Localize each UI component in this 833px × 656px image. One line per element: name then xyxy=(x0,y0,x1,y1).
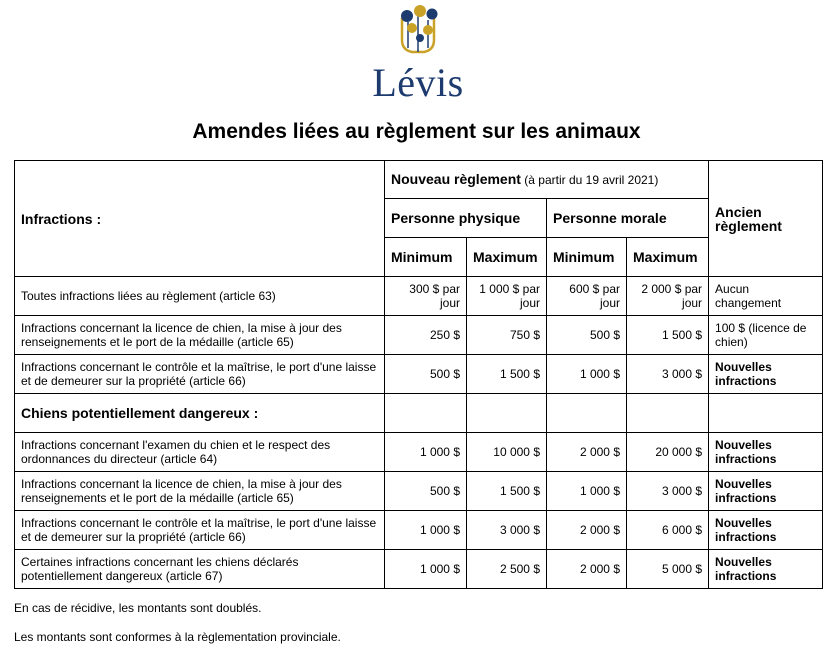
pm-max-cell: 3 000 $ xyxy=(627,472,709,511)
old-rule-cell: 100 $ (licence de chien) xyxy=(709,316,823,355)
pm-max-cell: 1 500 $ xyxy=(627,316,709,355)
pp-min-cell: 1 000 $ xyxy=(385,511,467,550)
header-new-rule-label: Nouveau règlement xyxy=(391,171,521,187)
header-moral-person: Personne morale xyxy=(547,199,709,238)
old-rule-cell: Nouvelles infractions xyxy=(709,433,823,472)
empty-cell xyxy=(547,394,627,433)
row-label: Infractions concernant la licence de chien, la mise à jour des renseignements et le port de la médaille (article 65) xyxy=(15,472,385,511)
pm-min-cell: 1 000 $ xyxy=(547,355,627,394)
pm-max-cell: 6 000 $ xyxy=(627,511,709,550)
old-rule-cell: Nouvelles infractions xyxy=(709,472,823,511)
note-provincial: Les montants sont conformes à la règlementation provinciale. xyxy=(14,630,341,644)
old-rule-cell: Nouvelles infractions xyxy=(709,550,823,589)
section-title: Chiens potentiellement dangereux : xyxy=(15,394,385,433)
row-label: Certaines infractions concernant les chiens déclarés potentiellement dangereux (article 67) xyxy=(15,550,385,589)
pp-min-cell: 300 $ par jour xyxy=(385,277,467,316)
section-row xyxy=(15,394,823,433)
header-old-rule: Ancien règlement xyxy=(709,161,823,277)
empty-cell xyxy=(467,394,547,433)
pp-max-cell: 2 500 $ xyxy=(467,550,547,589)
old-rule-cell: Nouvelles infractions xyxy=(709,511,823,550)
pm-min-cell: 2 000 $ xyxy=(547,511,627,550)
old-rule-cell: Nouvelles infractions xyxy=(709,355,823,394)
empty-cell xyxy=(627,394,709,433)
header-new-rule-note: (à partir du 19 avril 2021) xyxy=(524,173,659,187)
pp-max-cell: 1 500 $ xyxy=(467,355,547,394)
pm-max-cell: 2 000 $ par jour xyxy=(627,277,709,316)
levis-logo xyxy=(366,4,470,105)
table-row xyxy=(15,316,823,355)
fines-table xyxy=(14,160,823,589)
pm-min-cell: 600 $ par jour xyxy=(547,277,627,316)
header-infractions: Infractions : xyxy=(15,161,385,277)
pp-min-cell: 1 000 $ xyxy=(385,550,467,589)
pm-min-cell: 2 000 $ xyxy=(547,433,627,472)
pm-max-cell: 3 000 $ xyxy=(627,355,709,394)
empty-cell xyxy=(709,394,823,433)
pm-min-cell: 500 $ xyxy=(547,316,627,355)
page-title: Amendes liées au règlement sur les animaux xyxy=(192,120,641,143)
pp-max-cell: 10 000 $ xyxy=(467,433,547,472)
header-pp-min: Minimum xyxy=(385,238,467,277)
header-pp-max: Maximum xyxy=(467,238,547,277)
pm-min-cell: 2 000 $ xyxy=(547,550,627,589)
header-pm-min: Minimum xyxy=(547,238,627,277)
levis-emblem-icon xyxy=(394,4,442,60)
pp-max-cell: 750 $ xyxy=(467,316,547,355)
table-row xyxy=(15,511,823,550)
table-row xyxy=(15,277,823,316)
pm-max-cell: 5 000 $ xyxy=(627,550,709,589)
row-label: Infractions concernant l'examen du chien et le respect des ordonnances du directeur (article 64) xyxy=(15,433,385,472)
header-pm-max: Maximum xyxy=(627,238,709,277)
table-row xyxy=(15,550,823,589)
pp-max-cell: 1 500 $ xyxy=(467,472,547,511)
table-row xyxy=(15,433,823,472)
pp-min-cell: 1 000 $ xyxy=(385,433,467,472)
row-label: Toutes infractions liées au règlement (article 63) xyxy=(15,277,385,316)
pp-max-cell: 3 000 $ xyxy=(467,511,547,550)
table-row xyxy=(15,355,823,394)
table-row xyxy=(15,472,823,511)
row-label: Infractions concernant le contrôle et la maîtrise, le port d'une laisse et de demeurer sur la propriété (article 66) xyxy=(15,355,385,394)
pp-max-cell: 1 000 $ par jour xyxy=(467,277,547,316)
pm-min-cell: 1 000 $ xyxy=(547,472,627,511)
header-new-rule xyxy=(385,161,709,199)
empty-cell xyxy=(385,394,467,433)
pp-min-cell: 250 $ xyxy=(385,316,467,355)
pm-max-cell: 20 000 $ xyxy=(627,433,709,472)
note-recidive: En cas de récidive, les montants sont doublés. xyxy=(14,601,262,615)
pp-min-cell: 500 $ xyxy=(385,472,467,511)
row-label: Infractions concernant le contrôle et la maîtrise, le port d'une laisse et de demeurer sur la propriété (article 66) xyxy=(15,511,385,550)
old-rule-cell: Aucun changement xyxy=(709,277,823,316)
logo-wordmark: Lévis xyxy=(372,60,464,105)
row-label: Infractions concernant la licence de chien, la mise à jour des renseignements et le port de la médaille (article 65) xyxy=(15,316,385,355)
header-physical-person: Personne physique xyxy=(385,199,547,238)
pp-min-cell: 500 $ xyxy=(385,355,467,394)
